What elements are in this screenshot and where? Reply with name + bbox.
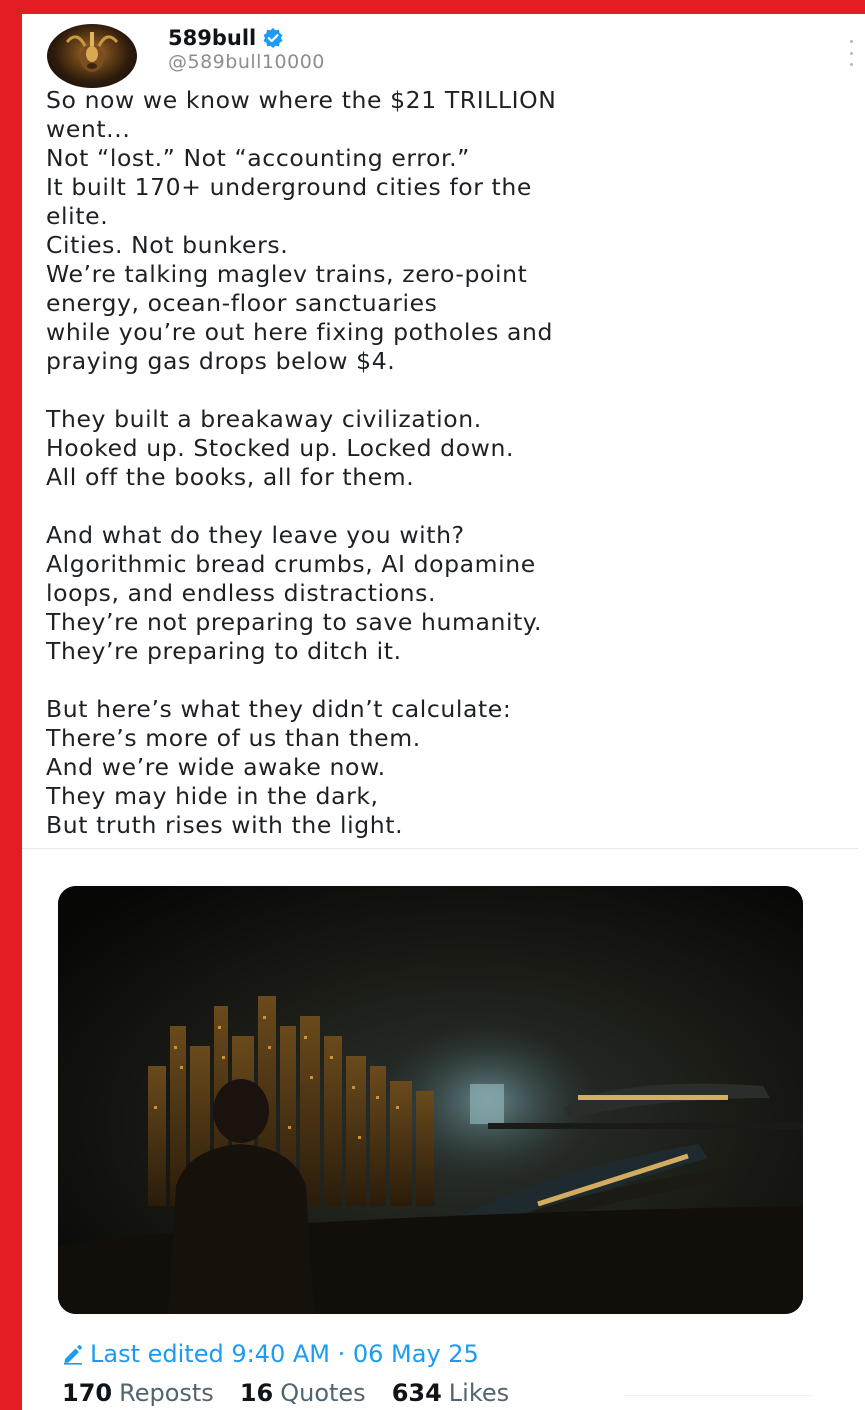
post-text-line: They may hide in the dark, — [46, 782, 379, 810]
likes-label: Likes — [448, 1379, 510, 1407]
post-text-line: They’re not preparing to save humanity. — [46, 608, 543, 636]
post-text — [46, 86, 846, 840]
post-text-line: But truth rises with the light. — [46, 811, 404, 839]
paragraph-gap — [46, 376, 846, 405]
post-text-line: Algorithmic bread crumbs, AI dopamine — [46, 550, 536, 578]
post-text-line: We’re talking maglev trains, zero-point — [46, 260, 528, 288]
post-text-line: They built a breakaway civilization. — [46, 405, 482, 433]
post-text-line: praying gas drops below $4. — [46, 347, 396, 375]
post-text-line: energy, ocean-floor sanctuaries — [46, 289, 438, 317]
avatar[interactable] — [47, 24, 137, 88]
quotes-stat[interactable] — [240, 1379, 366, 1407]
reposts-stat[interactable] — [62, 1379, 214, 1407]
more-options-icon[interactable] — [847, 40, 855, 66]
post-text-line: elite. — [46, 202, 109, 230]
pencil-icon — [62, 1343, 84, 1365]
post-text-line: There’s more of us than them. — [46, 724, 421, 752]
post-card — [22, 14, 865, 1410]
post-text-line: All off the books, all for them. — [46, 463, 415, 491]
underground-city-illustration — [58, 886, 803, 1314]
author-handle[interactable]: @589bull10000 — [168, 51, 325, 73]
post-text-line: And we’re wide awake now. — [46, 753, 386, 781]
quotes-label: Quotes — [280, 1379, 366, 1407]
post-text-line: And what do they leave you with? — [46, 521, 465, 549]
post-image[interactable] — [58, 886, 803, 1314]
post-text-line: They’re preparing to ditch it. — [46, 637, 402, 665]
divider — [22, 848, 858, 849]
display-name[interactable]: 589bull — [168, 26, 257, 50]
post-text-line: Hooked up. Stocked up. Locked down. — [46, 434, 515, 462]
reposts-label: Reposts — [119, 1379, 214, 1407]
reposts-count: 170 — [62, 1379, 113, 1407]
likes-stat[interactable] — [392, 1379, 509, 1407]
edited-timestamp-link[interactable] — [62, 1340, 479, 1368]
post-text-line: So now we know where the $21 TRILLION — [46, 86, 557, 114]
post-text-line: Cities. Not bunkers. — [46, 231, 289, 259]
divider — [624, 1395, 814, 1396]
verified-badge-icon — [262, 27, 284, 49]
post-text-line: loops, and endless distractions. — [46, 579, 437, 607]
post-text-line: while you’re out here fixing potholes and — [46, 318, 554, 346]
post-text-line: But here’s what they didn’t calculate: — [46, 695, 512, 723]
avatar-bull-image — [47, 24, 137, 88]
post-text-line: It built 170+ underground cities for the — [46, 173, 532, 201]
paragraph-gap — [46, 666, 846, 695]
paragraph-gap — [46, 492, 846, 521]
edited-label[interactable]: Last edited 9:40 AM · 06 May 25 — [90, 1340, 479, 1368]
author-name-row[interactable] — [168, 26, 284, 50]
post-text-line: went... — [46, 115, 131, 143]
quotes-count: 16 — [239, 1379, 274, 1407]
likes-count: 634 — [391, 1379, 442, 1407]
post-text-line: Not “lost.” Not “accounting error.” — [46, 144, 470, 172]
engagement-stats — [62, 1379, 509, 1407]
